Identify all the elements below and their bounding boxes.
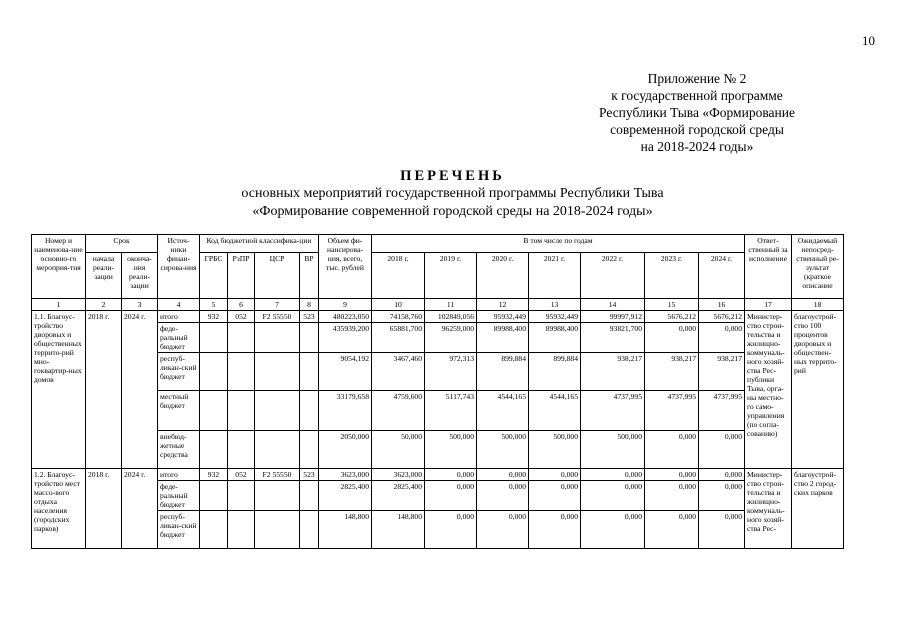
activity-end: 2024 г. [122, 469, 158, 549]
total-cell: 480223,050 [319, 311, 372, 323]
csr-cell: F2 55550 [255, 469, 300, 481]
year-cell: 89988,400 [529, 323, 581, 353]
activities-table [31, 234, 844, 549]
csr-cell: F2 55550 [255, 311, 300, 323]
header-by-years: В том числе по годам [372, 235, 745, 253]
total-cell: 435939,200 [319, 323, 372, 353]
column-number: 10 [372, 299, 425, 311]
header-year: 2020 г. [477, 253, 529, 299]
result-cell: благоустрой-ство 100 процентов дворовых и обществен-ных террито-рий [792, 311, 844, 469]
column-number: 2 [86, 299, 122, 311]
year-cell: 0,000 [645, 431, 699, 469]
appendix-header [532, 70, 862, 155]
column-number: 1 [32, 299, 86, 311]
year-cell: 500,000 [581, 431, 645, 469]
column-number: 12 [477, 299, 529, 311]
total-cell: 2050,000 [319, 431, 372, 469]
rzpr-cell: 052 [228, 469, 255, 481]
vr-cell: 523 [300, 311, 319, 323]
grbs-cell: 932 [200, 469, 228, 481]
appendix-line: Приложение № 2 [647, 71, 747, 86]
responsible-cell: Министер-ство строи-тельства и жилищно-коммуналь-ного хозяй-ства Рес-публики Тыва, орга-ны местно-го само-управления (по согла-сованию) [745, 311, 792, 469]
year-cell: 4544,165 [477, 391, 529, 431]
year-cell: 938,217 [581, 353, 645, 391]
appendix-line: к государственной программе [611, 88, 783, 103]
activity-end: 2024 г. [122, 311, 158, 469]
year-cell: 500,000 [477, 431, 529, 469]
column-number: 15 [645, 299, 699, 311]
total-cell: 9054,192 [319, 353, 372, 391]
year-cell: 3467,460 [372, 353, 425, 391]
funding-source: внебюд-жетные средства [158, 431, 200, 469]
year-cell: 74158,760 [372, 311, 425, 323]
column-number: 16 [699, 299, 745, 311]
year-cell: 95932,449 [529, 311, 581, 323]
year-cell: 2825,400 [372, 481, 425, 511]
appendix-line: Республики Тыва «Формирование [599, 105, 795, 120]
header-year: 2021 г. [529, 253, 581, 299]
year-cell: 4759,600 [372, 391, 425, 431]
year-cell: 5676,212 [699, 311, 745, 323]
funding-source: респуб-ликан-ский бюджет [158, 511, 200, 549]
year-cell: 93821,700 [581, 323, 645, 353]
year-cell: 0,000 [699, 431, 745, 469]
result-cell: благоустрой-ство 2 город-ских парков [792, 469, 844, 549]
funding-source: итого [158, 469, 200, 481]
year-cell: 0,000 [529, 481, 581, 511]
column-number: 17 [745, 299, 792, 311]
year-cell: 0,000 [477, 511, 529, 549]
year-cell: 96259,000 [425, 323, 477, 353]
year-cell: 0,000 [529, 511, 581, 549]
header-vr: ВР [300, 253, 319, 299]
activity-start: 2018 г. [86, 469, 122, 549]
activity-name: 1.2. Благоус-тройство мест массо-вого отдыха населения (городских парков) [32, 469, 86, 549]
header-end: оконча-ния реали-зации [122, 253, 158, 299]
year-cell: 972,313 [425, 353, 477, 391]
appendix-line: современной городской среды [610, 122, 784, 137]
funding-source: феде-ральный бюджет [158, 481, 200, 511]
column-number: 3 [122, 299, 158, 311]
header-term: Срок [86, 235, 158, 253]
year-cell: 500,000 [425, 431, 477, 469]
header-budget-code: Код бюджетной классифика-ции [200, 235, 319, 253]
year-cell: 95932,449 [477, 311, 529, 323]
funding-source: местный бюджет [158, 391, 200, 431]
year-cell: 0,000 [425, 511, 477, 549]
year-cell: 102849,056 [425, 311, 477, 323]
year-cell: 938,217 [699, 353, 745, 391]
year-cell: 0,000 [581, 469, 645, 481]
year-cell: 0,000 [425, 469, 477, 481]
year-cell: 0,000 [581, 481, 645, 511]
year-cell: 99997,912 [581, 311, 645, 323]
activity-name: 1.1. Благоус-тройство дворовых и общественных террито-рий мно-гоквартир-ных домов [32, 311, 86, 469]
header-responsible: Ответ-ственный за исполнение [745, 235, 792, 299]
total-cell: 148,800 [319, 511, 372, 549]
appendix-line: на 2018-2024 годы» [640, 139, 754, 154]
year-cell: 4544,165 [529, 391, 581, 431]
table-row [32, 469, 844, 481]
header-rzpr: РзПР [228, 253, 255, 299]
header-year: 2018 г. [372, 253, 425, 299]
document-title: ПЕРЕЧЕНЬ [400, 168, 505, 184]
column-number: 13 [529, 299, 581, 311]
year-cell: 0,000 [645, 481, 699, 511]
vr-cell: 523 [300, 469, 319, 481]
column-number: 6 [228, 299, 255, 311]
year-cell: 5117,743 [425, 391, 477, 431]
header-csr: ЦСР [255, 253, 300, 299]
year-cell: 0,000 [581, 511, 645, 549]
year-cell: 0,000 [645, 469, 699, 481]
year-cell: 148,800 [372, 511, 425, 549]
column-number: 14 [581, 299, 645, 311]
total-cell: 33179,658 [319, 391, 372, 431]
header-year: 2019 г. [425, 253, 477, 299]
year-cell: 4737,995 [581, 391, 645, 431]
year-cell: 899,884 [477, 353, 529, 391]
year-cell: 938,217 [645, 353, 699, 391]
header-result: Ожидаемый непосред-ственный ре-зультат (краткое описание [792, 235, 844, 299]
year-cell: 5676,212 [645, 311, 699, 323]
year-cell: 65881,700 [372, 323, 425, 353]
column-number: 7 [255, 299, 300, 311]
year-cell: 3623,000 [372, 469, 425, 481]
year-cell: 50,000 [372, 431, 425, 469]
year-cell: 0,000 [477, 469, 529, 481]
header-grbs: ГРБС [200, 253, 228, 299]
table-row [32, 311, 844, 323]
year-cell: 500,000 [529, 431, 581, 469]
header-year: 2023 г. [645, 253, 699, 299]
header-num: Номер и наименова-ние основно-го мероприя-тия [32, 235, 86, 299]
column-number: 9 [319, 299, 372, 311]
header-volume: Объем фи-нансирова-ния, всего, тыс. рублей [319, 235, 372, 299]
year-cell: 0,000 [699, 323, 745, 353]
year-cell: 0,000 [529, 469, 581, 481]
year-cell: 0,000 [477, 481, 529, 511]
column-number: 4 [158, 299, 200, 311]
year-cell: 4737,995 [699, 391, 745, 431]
year-cell: 0,000 [699, 511, 745, 549]
document-subtitle: «Формирование современной городской среды на 2018-2024 годы» [252, 204, 653, 219]
document-subtitle: основных мероприятий государственной программы Республики Тыва [241, 186, 664, 201]
header-start: начала реали-зации [86, 253, 122, 299]
year-cell: 0,000 [425, 481, 477, 511]
year-cell: 89988,400 [477, 323, 529, 353]
header-year: 2022 г. [581, 253, 645, 299]
funding-source: итого [158, 311, 200, 323]
funding-source: респуб-ликан-ский бюджет [158, 353, 200, 391]
activity-start: 2018 г. [86, 311, 122, 469]
column-number: 18 [792, 299, 844, 311]
year-cell: 899,884 [529, 353, 581, 391]
total-cell: 3623,000 [319, 469, 372, 481]
column-number: 8 [300, 299, 319, 311]
header-source: Источ-ники финан-сирова-ния [158, 235, 200, 299]
total-cell: 2825,400 [319, 481, 372, 511]
year-cell: 0,000 [699, 469, 745, 481]
year-cell: 0,000 [645, 323, 699, 353]
funding-source: феде-ральный бюджет [158, 323, 200, 353]
column-numbers-row [32, 299, 844, 311]
year-cell: 4737,995 [645, 391, 699, 431]
rzpr-cell: 052 [228, 311, 255, 323]
responsible-cell: Министер-ство строи-тельства и жилищно-коммуналь-ного хозяй-ства Рес- [745, 469, 792, 549]
header-year: 2024 г. [699, 253, 745, 299]
year-cell: 0,000 [699, 481, 745, 511]
column-number: 11 [425, 299, 477, 311]
page-number: 10 [862, 33, 875, 48]
column-number: 5 [200, 299, 228, 311]
year-cell: 0,000 [645, 511, 699, 549]
grbs-cell: 932 [200, 311, 228, 323]
